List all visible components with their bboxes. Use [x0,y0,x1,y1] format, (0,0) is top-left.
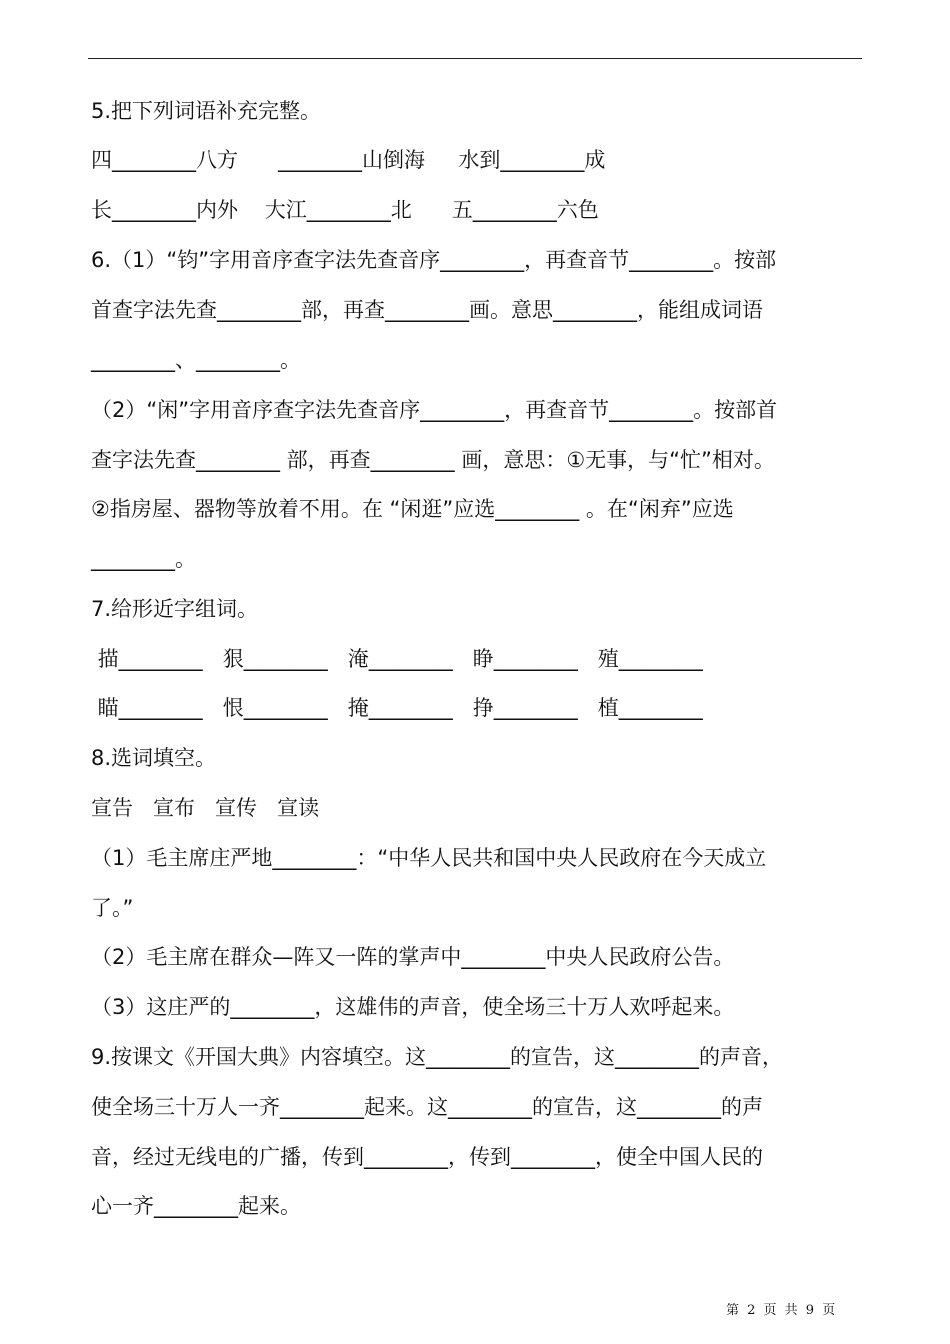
q8-title: 8.选词填空。 [91,746,217,770]
q6-part2-line-2: 查字法先查________ 部，再查________ 画，意思：①无事，与“忙”相对。 [91,448,775,472]
q8-sentence-1-line-2: 了。” [91,896,134,920]
q9-line-2: 使全场三十万人一齐________起来。这________的宣告，这________的声 [91,1095,763,1119]
q5-row-1: 四________八方 ________山倒海 水到________成 [91,148,606,172]
q9-line-1: 9.按课文《开国大典》内容填空。这________的宣告，这________的声音， [91,1045,784,1069]
q7-row-2: 瞄________ 恨________ 掩________ 挣________ 植________ [91,696,703,720]
page-number: 第 2 页 共 9 页 [726,1303,838,1318]
q8-word-options: 宣告 宣布 宣传 宣读 [91,796,320,820]
q6-part1-line-3: ________、________。 [91,348,301,372]
q8-sentence-2: （2）毛主席在群众—阵又一阵的掌声中________中央人民政府公告。 [91,945,735,969]
q6-part1-line-1: 6.（1）“钧”字用音序查字法先查音序________，再查音节________。按部 [91,248,777,272]
q8-sentence-1-line-1: （1）毛主席庄严地________：“中华人民共和国中央人民政府在今天成立 [91,846,767,870]
q9-line-3: 音，经过无线电的广播，传到________，传到________，使全中国人民的 [91,1145,763,1169]
q9-line-4: 心一齐________起来。 [91,1194,301,1218]
header-rule [88,58,862,59]
q6-part1-line-2: 首查字法先查________部，再查________画。意思________，能组成词语 [91,298,763,322]
q5-row-2: 长________内外 大江________北 五________六色 [91,198,599,222]
q6-part2-line-1: （2）“闲”字用音序查字法先查音序________，再查音节________。按部首 [91,398,778,422]
q5-title: 5.把下列词语补充完整。 [91,99,322,123]
q8-sentence-3: （3）这庄严的________，这雄伟的声音，使全场三十万人欢呼起来。 [91,995,735,1019]
q6-part2-line-3: ②指房屋、器物等放着不用。在 “闲逛”应选________ 。在“闲弃”应选 [91,497,734,521]
q7-title: 7.给形近字组词。 [91,597,259,621]
q6-part2-line-4: ________。 [91,547,196,571]
q7-row-1: 描________ 狠________ 淹________ 睁________ 殖________ [91,647,703,671]
